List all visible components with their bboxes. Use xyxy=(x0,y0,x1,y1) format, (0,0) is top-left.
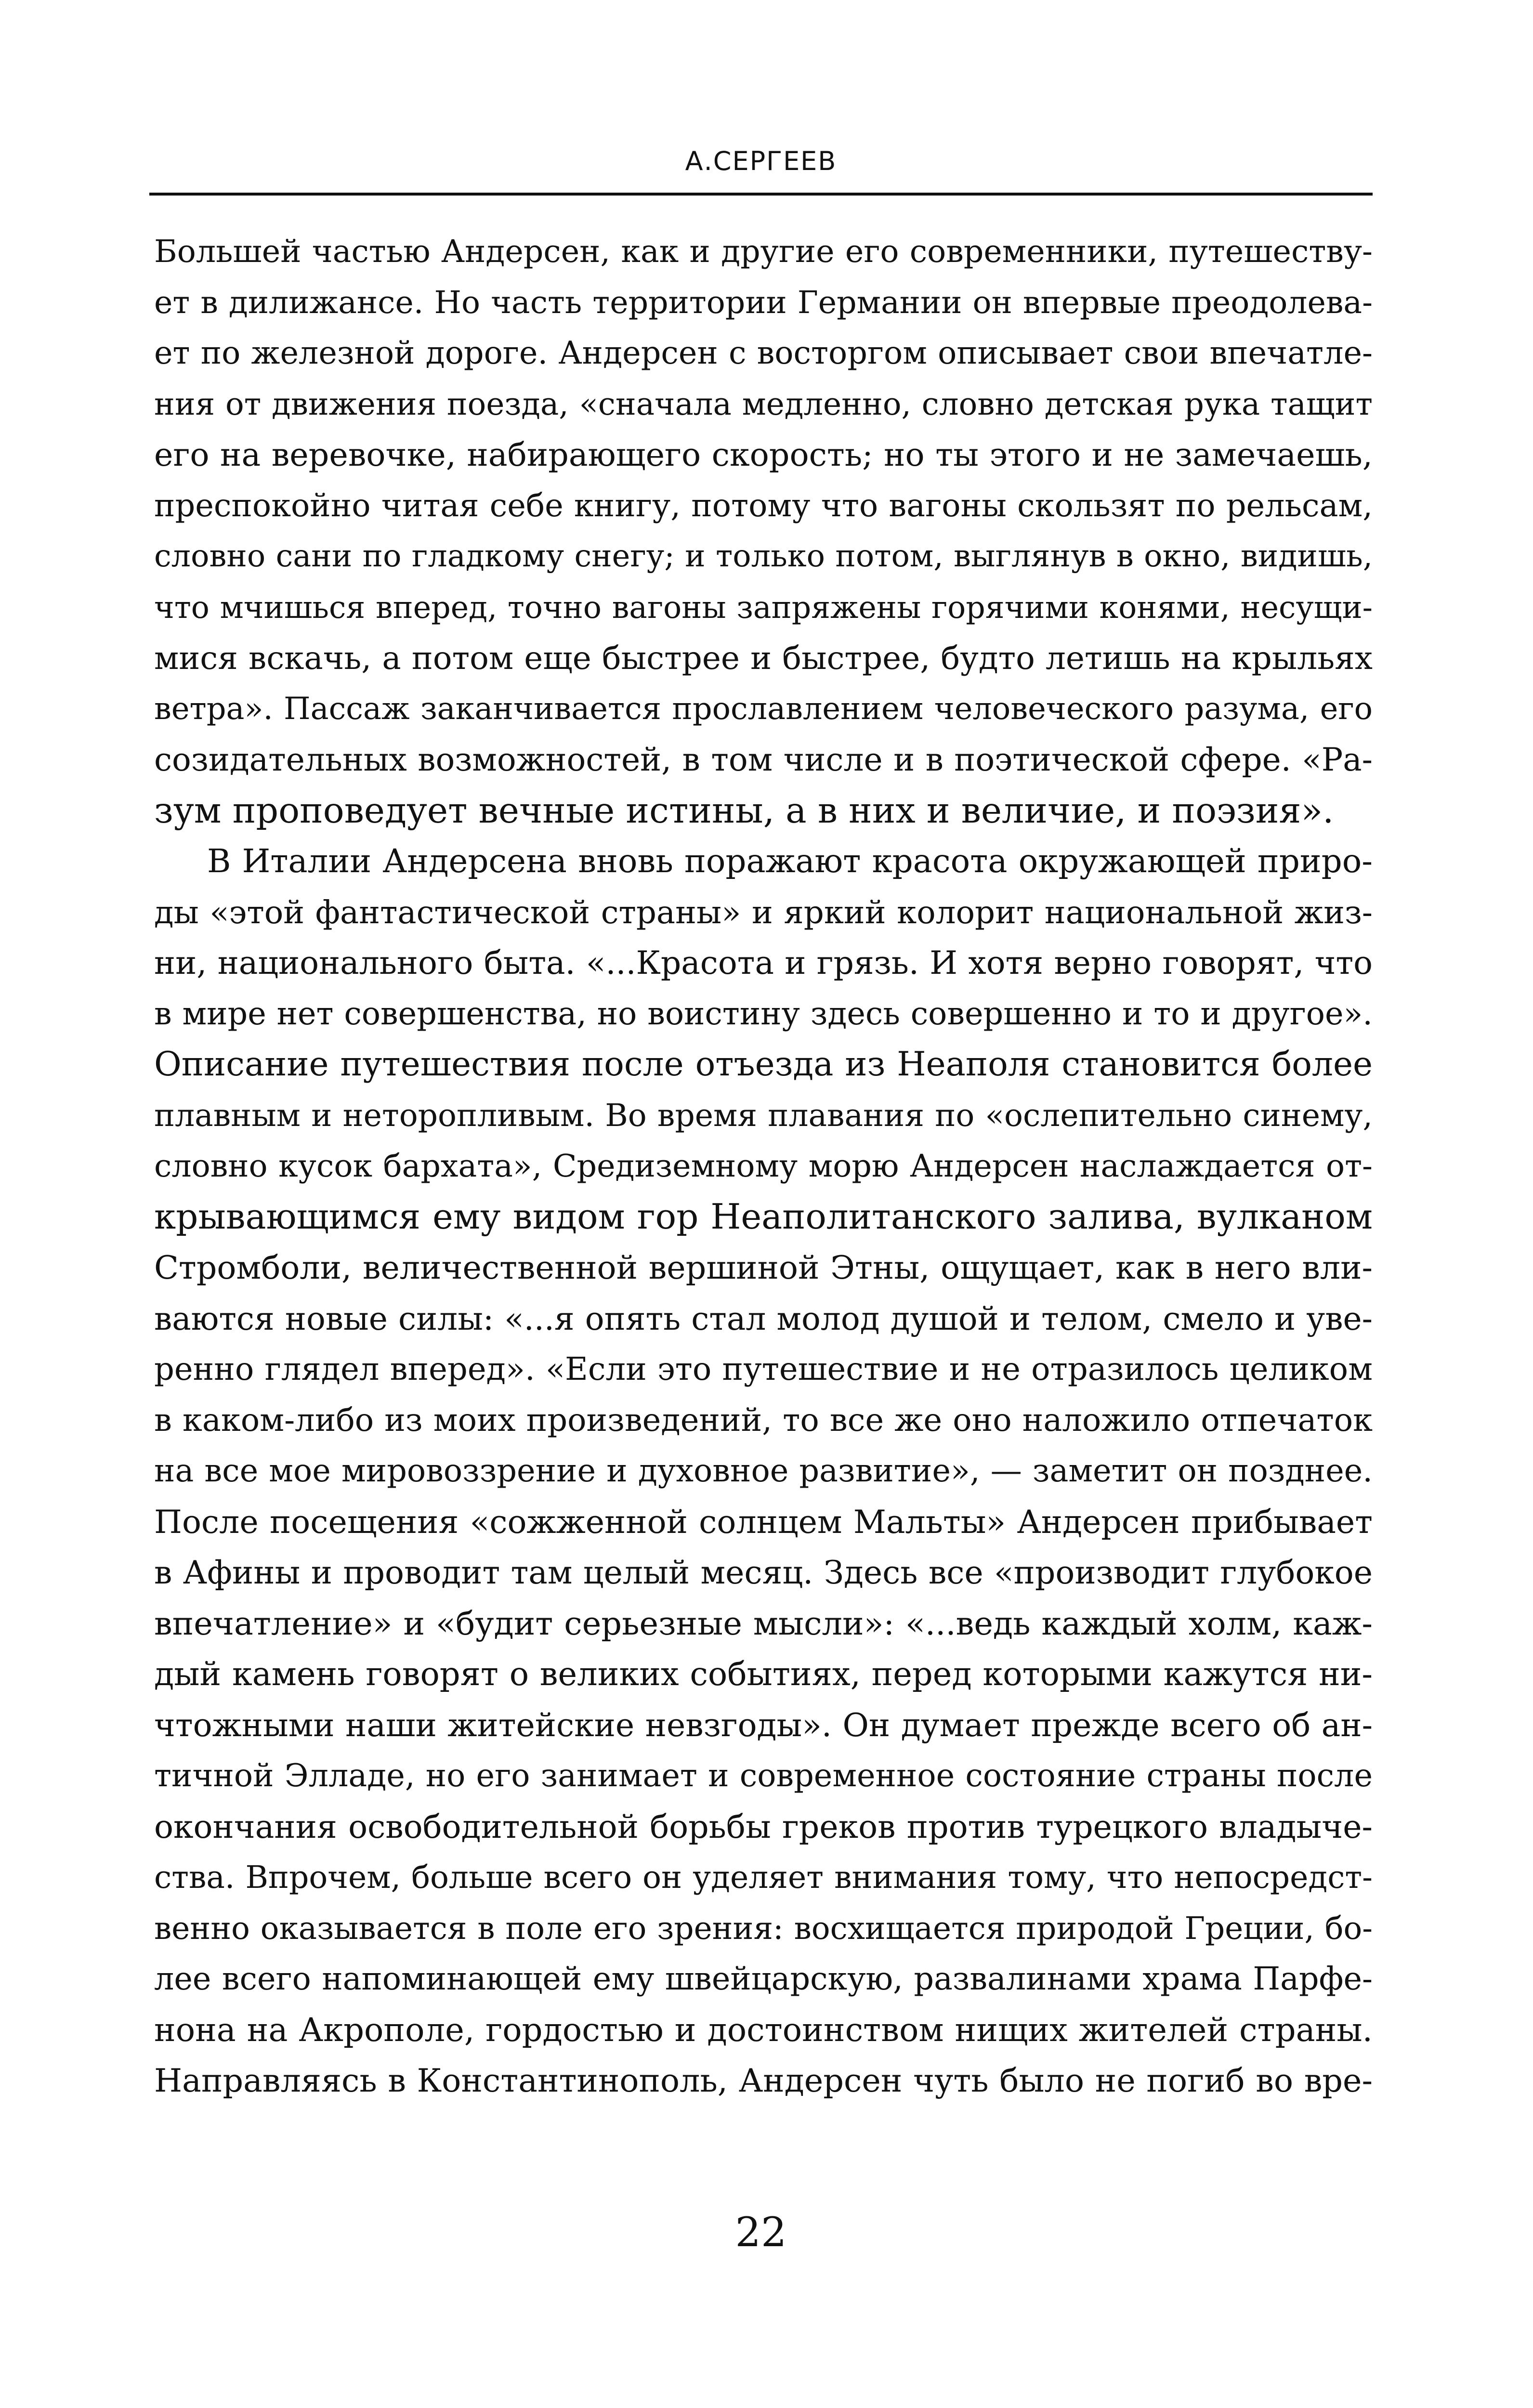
text-line: После посещения «сожженной солнцем Мальты» Андерсен прибывает xyxy=(154,1503,1373,1541)
text-line: ет в дилижансе. Но часть территории Германии он впервые преодолева- xyxy=(154,284,1373,321)
text-line: крывающимся ему видом гор Неаполитанского залива, вулканом xyxy=(154,1196,1373,1237)
text-line: в мире нет совершенства, но воистину здесь совершенно и то и другое». xyxy=(154,995,1373,1032)
text-line: ды «этой фантастической страны» и яркий колорит национальной жиз- xyxy=(154,893,1373,931)
text-line: его на веревочке, набирающего скорость; но ты этого и не замечаешь, xyxy=(154,436,1373,473)
text-line: преспокойно читая себе книгу, потому что вагоны скользят по рельсам, xyxy=(154,487,1373,524)
text-line: Направляясь в Константинополь, Андерсен чуть было не погиб во вре- xyxy=(154,2062,1373,2099)
text-line: зум проповедует вечные истины, а в них и величие, и поэзия». xyxy=(154,790,1334,831)
text-line: окончания освободительной борьбы греков против турецкого владыче- xyxy=(154,1807,1373,1845)
text-line: словно сани по гладкому снегу; и только потом, выглянув в окно, видишь, xyxy=(154,538,1373,574)
text-line: ренно глядел вперед». «Если это путешествие и не отразилось целиком xyxy=(154,1351,1373,1387)
text-line: ваются новые силы: «...я опять стал молод душой и телом, смело и уве- xyxy=(154,1300,1373,1337)
text-line: В Италии Андерсена вновь поражают красота окружающей приро- xyxy=(207,842,1373,880)
text-line: дый камень говорят о великих событиях, перед которыми кажутся ни- xyxy=(154,1655,1373,1693)
text-line: ства. Впрочем, больше всего он уделяет внимания тому, что непосредст- xyxy=(154,1859,1373,1896)
running-head: А.СЕРГЕЕВ xyxy=(685,146,837,176)
header-rule xyxy=(149,193,1373,196)
text-line: в каком-либо из моих произведений, то все же оно наложило отпечаток xyxy=(154,1401,1373,1439)
text-line: плавным и неторопливым. Во время плавания по «ослепительно синему, xyxy=(154,1097,1373,1134)
text-line: Стромболи, величественной вершиной Этны, ощущает, как в него вли- xyxy=(154,1249,1373,1286)
text-line: ет по железной дороге. Андерсен с восторгом описывает свои впечатле- xyxy=(154,335,1373,371)
text-line: ветра». Пассаж заканчивается прославлением человеческого разума, его xyxy=(154,691,1373,727)
text-line: тичной Элладе, но его занимает и современное состояние страны после xyxy=(154,1758,1373,1794)
text-line: ния от движения поезда, «сначала медленно, словно детская рука тащит xyxy=(154,386,1373,422)
text-line: что мчишься вперед, точно вагоны запряжены горячими конями, несущи- xyxy=(154,589,1373,625)
body-text xyxy=(154,226,1373,2182)
text-line: на все мое мировоззрение и духовное развитие», — заметит он позднее. xyxy=(154,1453,1373,1489)
text-line: мися вскачь, а потом еще быстрее и быстрее, будто летишь на крыльях xyxy=(154,640,1373,677)
text-line: впечатление» и «будит серьезные мысли»: «...ведь каждый холм, каж- xyxy=(154,1604,1373,1642)
text-line: в Афины и проводит там целый месяц. Здесь все «производит глубокое xyxy=(154,1554,1373,1591)
page-number: 22 xyxy=(735,2209,787,2256)
text-line: нона на Акрополе, гордостью и достоинством нищих жителей страны. xyxy=(154,2011,1373,2049)
text-line: лее всего напоминающей ему швейцарскую, развалинами храма Парфе- xyxy=(154,1961,1373,1997)
text-line: Описание путешествия после отъезда из Неаполя становится более xyxy=(154,1045,1373,1084)
text-line: словно кусок бархата», Средиземному морю Андерсен наслаждается от- xyxy=(154,1148,1373,1184)
text-line: ни, национального быта. «...Красота и грязь. И хотя верно говорят, что xyxy=(154,944,1373,982)
text-line: созидательных возможностей, в том числе и в поэтической сфере. «Ра- xyxy=(154,741,1373,778)
text-line: Большей частью Андерсен, как и другие его современники, путешеству- xyxy=(154,234,1373,270)
text-line: чтожными наши житейские невзгоды». Он думает прежде всего об ан- xyxy=(154,1706,1373,1744)
text-line: венно оказывается в поле его зрения: восхищается природой Греции, бо- xyxy=(154,1910,1373,1947)
